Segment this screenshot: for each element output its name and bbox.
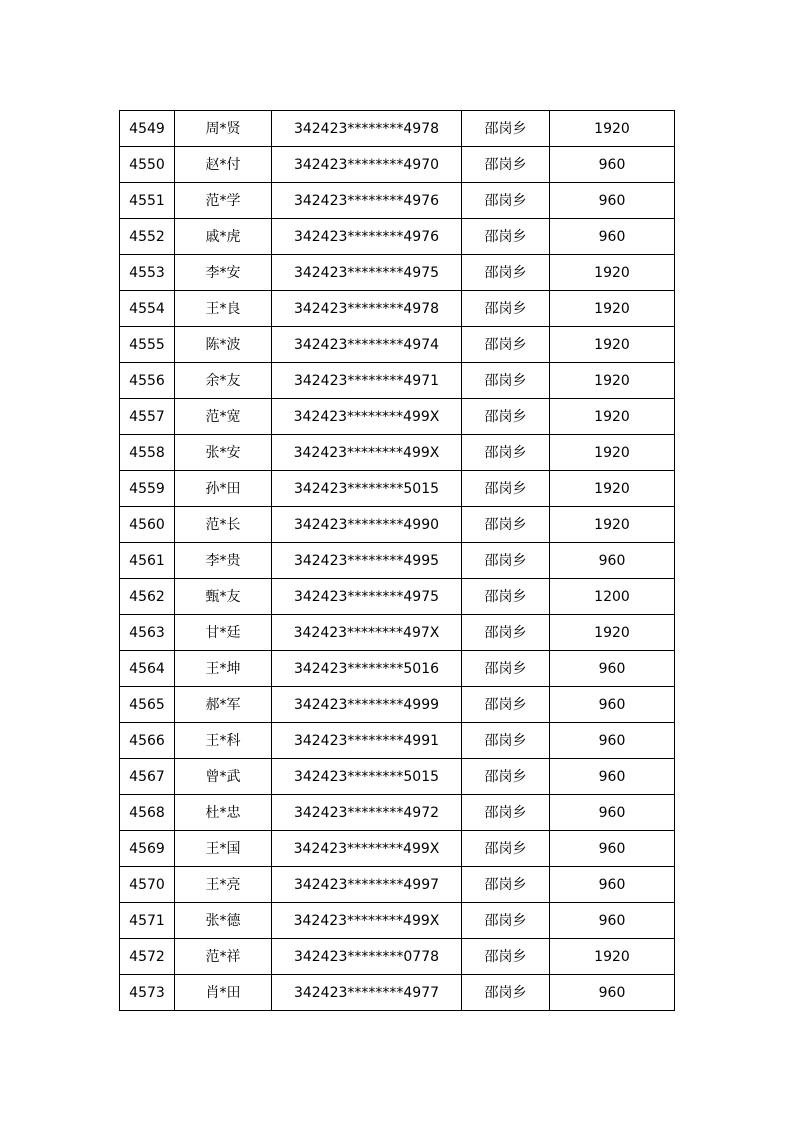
amount-cell: 1920 xyxy=(550,435,675,471)
amount-cell: 960 xyxy=(550,543,675,579)
township-cell: 邵岗乡 xyxy=(462,507,550,543)
name-cell: 曾*武 xyxy=(175,759,272,795)
amount-cell: 1920 xyxy=(550,255,675,291)
township-cell: 邵岗乡 xyxy=(462,831,550,867)
table-row xyxy=(120,939,675,975)
id-number-cell: 342423********4997 xyxy=(272,867,462,903)
records-table-body xyxy=(120,111,675,1011)
id-number-cell: 342423********0778 xyxy=(272,939,462,975)
amount-cell: 960 xyxy=(550,723,675,759)
table-row xyxy=(120,219,675,255)
table-row xyxy=(120,471,675,507)
id-number-cell: 342423********5015 xyxy=(272,471,462,507)
table-row xyxy=(120,111,675,147)
township-cell: 邵岗乡 xyxy=(462,759,550,795)
name-cell: 李*贵 xyxy=(175,543,272,579)
table-row xyxy=(120,579,675,615)
records-table xyxy=(119,110,675,1011)
table-row xyxy=(120,363,675,399)
amount-cell: 1920 xyxy=(550,399,675,435)
township-cell: 邵岗乡 xyxy=(462,435,550,471)
id-number-cell: 342423********4990 xyxy=(272,507,462,543)
table-row xyxy=(120,687,675,723)
id-number-cell: 342423********4974 xyxy=(272,327,462,363)
id-number-cell: 342423********4978 xyxy=(272,111,462,147)
id-number-cell: 342423********4976 xyxy=(272,183,462,219)
table-row xyxy=(120,759,675,795)
name-cell: 戚*虎 xyxy=(175,219,272,255)
table-row xyxy=(120,147,675,183)
name-cell: 张*安 xyxy=(175,435,272,471)
township-cell: 邵岗乡 xyxy=(462,651,550,687)
id-number-cell: 342423********4976 xyxy=(272,219,462,255)
serial-number-cell: 4552 xyxy=(120,219,175,255)
table-row xyxy=(120,399,675,435)
serial-number-cell: 4559 xyxy=(120,471,175,507)
name-cell: 杜*忠 xyxy=(175,795,272,831)
amount-cell: 960 xyxy=(550,651,675,687)
table-row xyxy=(120,723,675,759)
serial-number-cell: 4560 xyxy=(120,507,175,543)
amount-cell: 1200 xyxy=(550,579,675,615)
amount-cell: 960 xyxy=(550,687,675,723)
table-row xyxy=(120,903,675,939)
amount-cell: 960 xyxy=(550,903,675,939)
township-cell: 邵岗乡 xyxy=(462,975,550,1011)
id-number-cell: 342423********499X xyxy=(272,399,462,435)
id-number-cell: 342423********4975 xyxy=(272,579,462,615)
table-row xyxy=(120,327,675,363)
township-cell: 邵岗乡 xyxy=(462,723,550,759)
township-cell: 邵岗乡 xyxy=(462,939,550,975)
id-number-cell: 342423********5015 xyxy=(272,759,462,795)
name-cell: 王*良 xyxy=(175,291,272,327)
name-cell: 王*科 xyxy=(175,723,272,759)
serial-number-cell: 4558 xyxy=(120,435,175,471)
serial-number-cell: 4568 xyxy=(120,795,175,831)
name-cell: 余*友 xyxy=(175,363,272,399)
table-row xyxy=(120,651,675,687)
amount-cell: 1920 xyxy=(550,939,675,975)
township-cell: 邵岗乡 xyxy=(462,543,550,579)
id-number-cell: 342423********4975 xyxy=(272,255,462,291)
amount-cell: 1920 xyxy=(550,291,675,327)
amount-cell: 1920 xyxy=(550,615,675,651)
table-row xyxy=(120,795,675,831)
amount-cell: 960 xyxy=(550,759,675,795)
serial-number-cell: 4554 xyxy=(120,291,175,327)
table-row xyxy=(120,831,675,867)
name-cell: 周*贤 xyxy=(175,111,272,147)
serial-number-cell: 4550 xyxy=(120,147,175,183)
id-number-cell: 342423********4977 xyxy=(272,975,462,1011)
serial-number-cell: 4566 xyxy=(120,723,175,759)
table-row xyxy=(120,435,675,471)
name-cell: 范*祥 xyxy=(175,939,272,975)
table-row xyxy=(120,183,675,219)
id-number-cell: 342423********4971 xyxy=(272,363,462,399)
name-cell: 张*德 xyxy=(175,903,272,939)
serial-number-cell: 4565 xyxy=(120,687,175,723)
amount-cell: 960 xyxy=(550,147,675,183)
township-cell: 邵岗乡 xyxy=(462,183,550,219)
township-cell: 邵岗乡 xyxy=(462,363,550,399)
amount-cell: 1920 xyxy=(550,507,675,543)
serial-number-cell: 4563 xyxy=(120,615,175,651)
name-cell: 范*学 xyxy=(175,183,272,219)
serial-number-cell: 4561 xyxy=(120,543,175,579)
table-row xyxy=(120,975,675,1011)
id-number-cell: 342423********4972 xyxy=(272,795,462,831)
name-cell: 李*安 xyxy=(175,255,272,291)
serial-number-cell: 4553 xyxy=(120,255,175,291)
amount-cell: 960 xyxy=(550,183,675,219)
id-number-cell: 342423********499X xyxy=(272,831,462,867)
township-cell: 邵岗乡 xyxy=(462,795,550,831)
serial-number-cell: 4551 xyxy=(120,183,175,219)
township-cell: 邵岗乡 xyxy=(462,219,550,255)
amount-cell: 1920 xyxy=(550,327,675,363)
name-cell: 甘*廷 xyxy=(175,615,272,651)
name-cell: 郝*军 xyxy=(175,687,272,723)
township-cell: 邵岗乡 xyxy=(462,615,550,651)
name-cell: 孙*田 xyxy=(175,471,272,507)
township-cell: 邵岗乡 xyxy=(462,291,550,327)
township-cell: 邵岗乡 xyxy=(462,111,550,147)
serial-number-cell: 4572 xyxy=(120,939,175,975)
serial-number-cell: 4573 xyxy=(120,975,175,1011)
id-number-cell: 342423********499X xyxy=(272,903,462,939)
amount-cell: 960 xyxy=(550,795,675,831)
serial-number-cell: 4567 xyxy=(120,759,175,795)
serial-number-cell: 4557 xyxy=(120,399,175,435)
serial-number-cell: 4570 xyxy=(120,867,175,903)
township-cell: 邵岗乡 xyxy=(462,147,550,183)
amount-cell: 960 xyxy=(550,975,675,1011)
id-number-cell: 342423********4970 xyxy=(272,147,462,183)
township-cell: 邵岗乡 xyxy=(462,399,550,435)
id-number-cell: 342423********4995 xyxy=(272,543,462,579)
name-cell: 陈*波 xyxy=(175,327,272,363)
amount-cell: 960 xyxy=(550,219,675,255)
township-cell: 邵岗乡 xyxy=(462,903,550,939)
township-cell: 邵岗乡 xyxy=(462,579,550,615)
serial-number-cell: 4571 xyxy=(120,903,175,939)
township-cell: 邵岗乡 xyxy=(462,471,550,507)
serial-number-cell: 4564 xyxy=(120,651,175,687)
amount-cell: 1920 xyxy=(550,471,675,507)
amount-cell: 1920 xyxy=(550,363,675,399)
township-cell: 邵岗乡 xyxy=(462,255,550,291)
township-cell: 邵岗乡 xyxy=(462,327,550,363)
name-cell: 肖*田 xyxy=(175,975,272,1011)
table-row xyxy=(120,507,675,543)
name-cell: 范*长 xyxy=(175,507,272,543)
serial-number-cell: 4555 xyxy=(120,327,175,363)
id-number-cell: 342423********5016 xyxy=(272,651,462,687)
township-cell: 邵岗乡 xyxy=(462,867,550,903)
table-row xyxy=(120,543,675,579)
name-cell: 王*坤 xyxy=(175,651,272,687)
name-cell: 范*宽 xyxy=(175,399,272,435)
name-cell: 赵*付 xyxy=(175,147,272,183)
serial-number-cell: 4549 xyxy=(120,111,175,147)
name-cell: 甄*友 xyxy=(175,579,272,615)
table-row xyxy=(120,255,675,291)
amount-cell: 960 xyxy=(550,831,675,867)
name-cell: 王*国 xyxy=(175,831,272,867)
id-number-cell: 342423********499X xyxy=(272,435,462,471)
table-row xyxy=(120,615,675,651)
id-number-cell: 342423********4999 xyxy=(272,687,462,723)
table-row xyxy=(120,867,675,903)
id-number-cell: 342423********4978 xyxy=(272,291,462,327)
name-cell: 王*亮 xyxy=(175,867,272,903)
serial-number-cell: 4569 xyxy=(120,831,175,867)
serial-number-cell: 4556 xyxy=(120,363,175,399)
township-cell: 邵岗乡 xyxy=(462,687,550,723)
serial-number-cell: 4562 xyxy=(120,579,175,615)
id-number-cell: 342423********497X xyxy=(272,615,462,651)
amount-cell: 1920 xyxy=(550,111,675,147)
id-number-cell: 342423********4991 xyxy=(272,723,462,759)
table-row xyxy=(120,291,675,327)
amount-cell: 960 xyxy=(550,867,675,903)
